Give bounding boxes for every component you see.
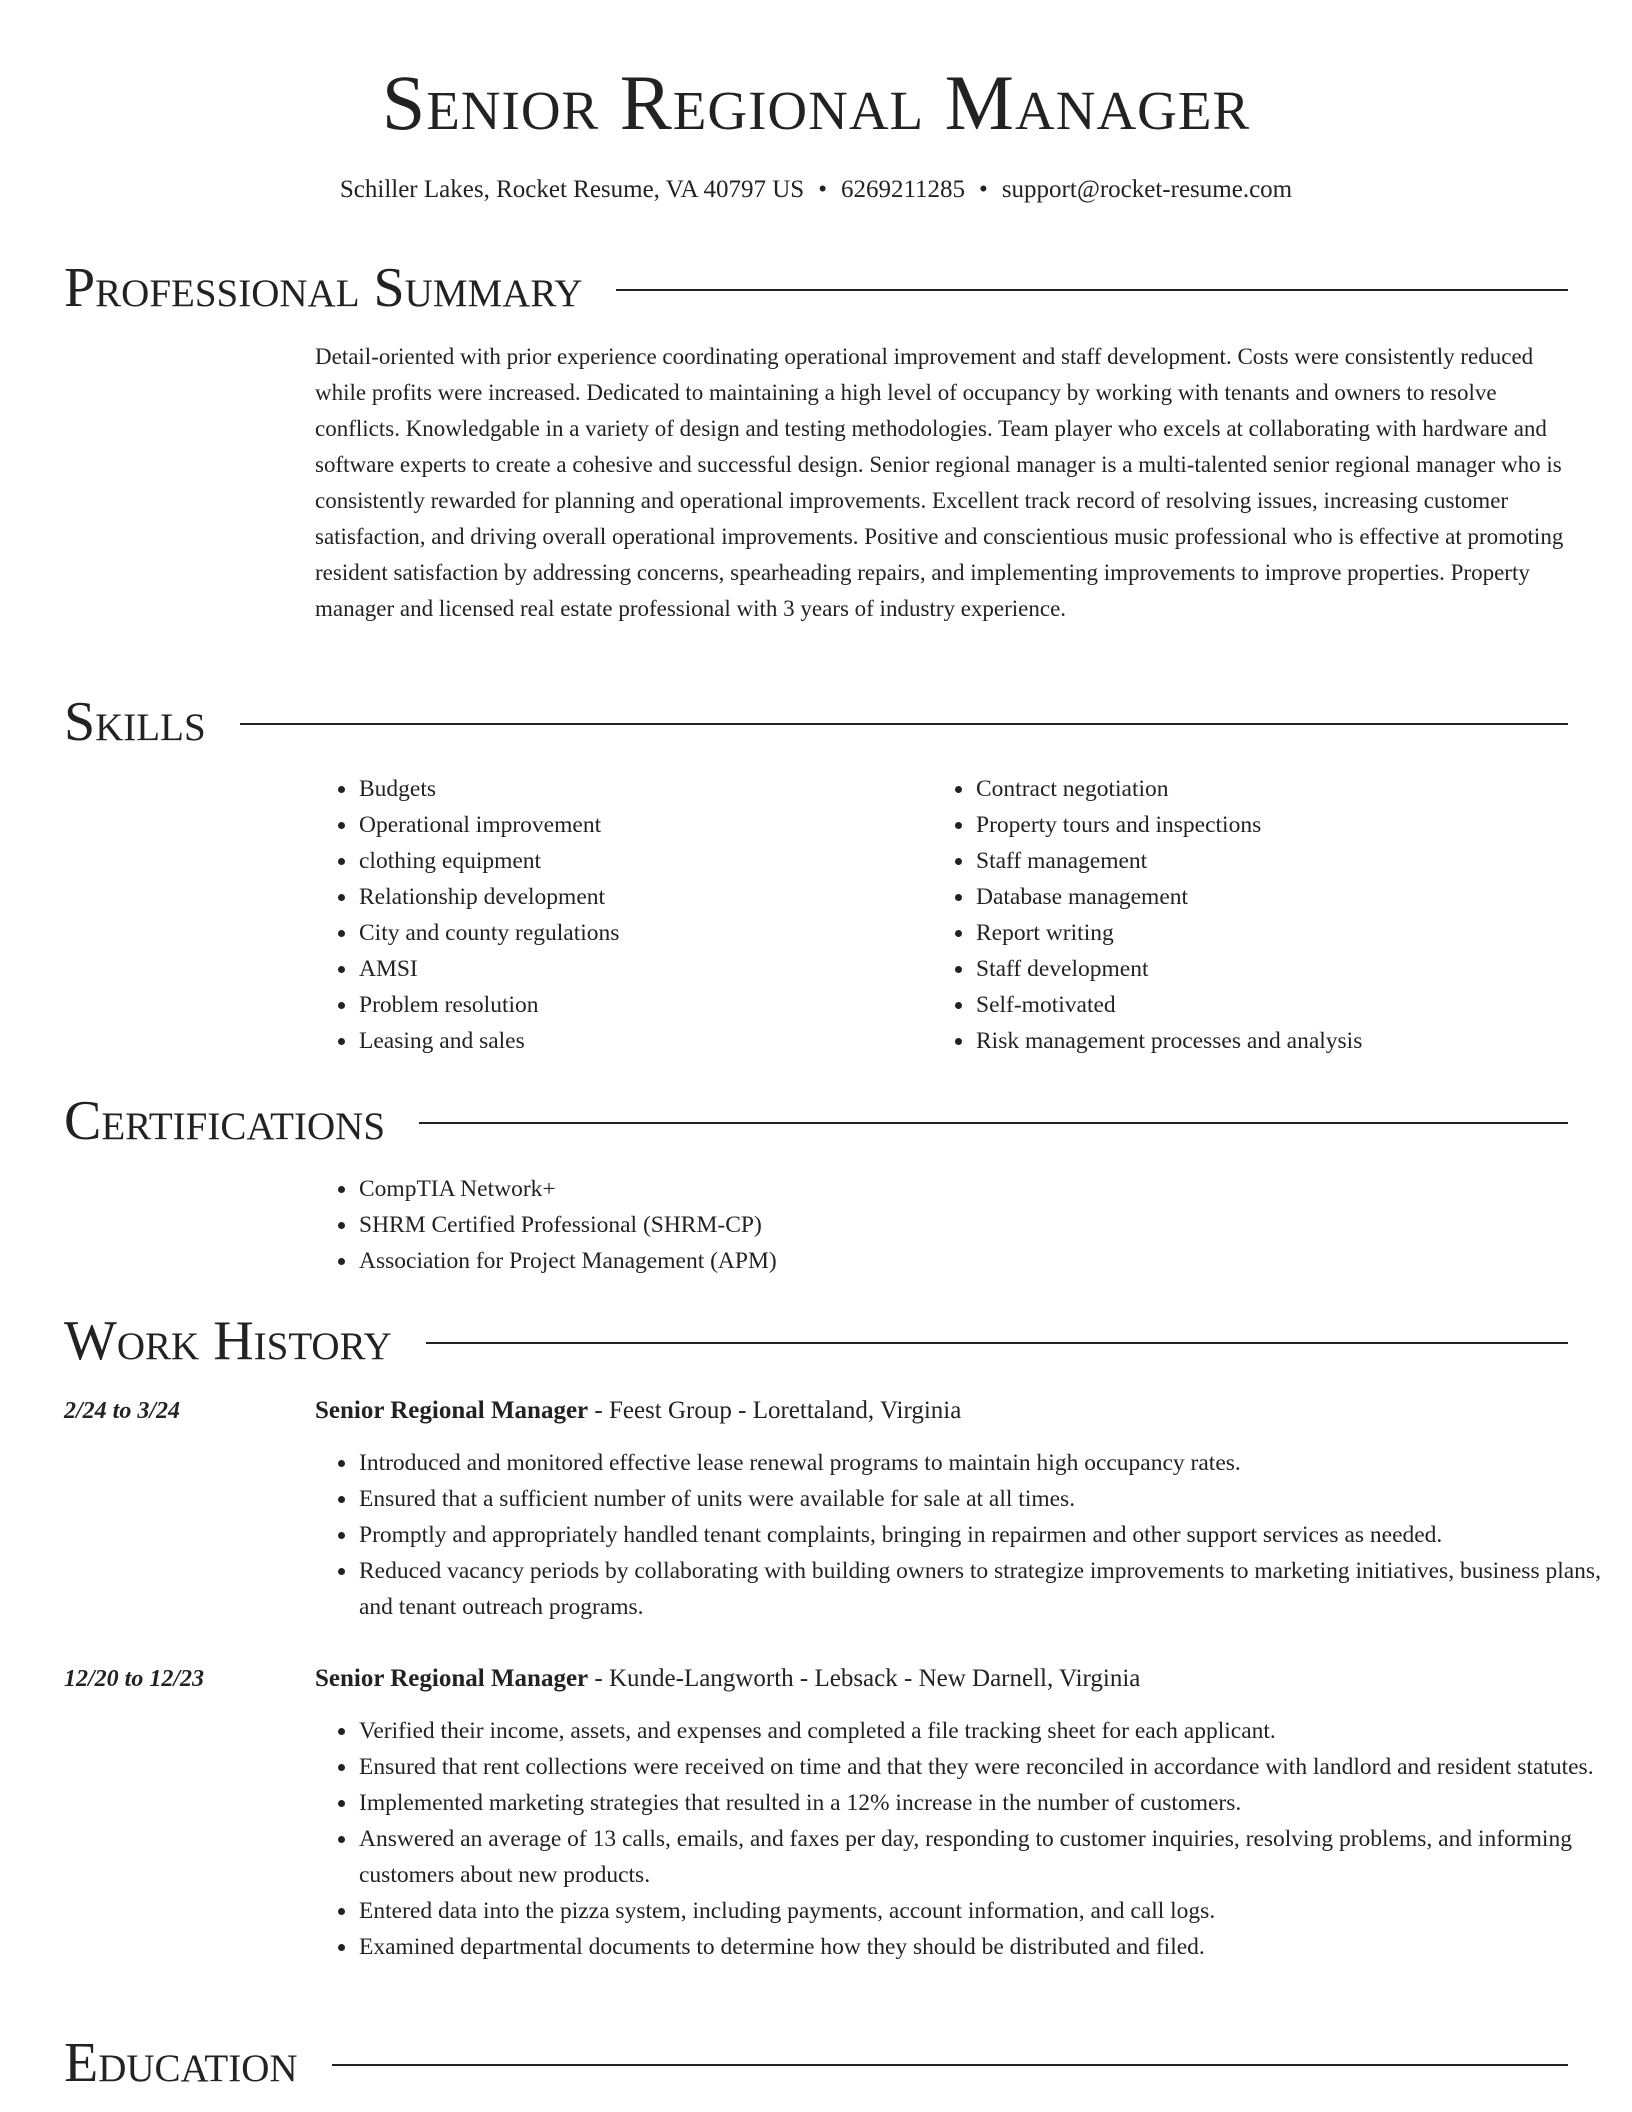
job-duty: • Promptly and appropriately handled tenant complaints, bringing in repairmen and other support services as needed. [358,1517,1613,1553]
summary-paragraph: Detail-oriented with prior experience coordinating operational improvement and staff development. Costs were consistently reduced while profits were increased. Dedicated to maintaining a high level of occupancy by working with tenants and owners to resolve conflicts. Knowledgable in a variety of design and testing methodologies. Team player who excels at collaborating with hardware and software experts to create a cohesive and successful design. Senior regional manager is a multi-talented senior regional manager who is consistently rewarded for planning and operational improvements. Excellent track record of resolving issues, increasing customer satisfaction, and driving overall operational improvements. Positive and conscientious music professional who is effective at promoting resident satisfaction by addressing concerns, spearheading repairs, and implementing improvements to improve properties. Property manager and licensed real estate professional with 3 years of industry experience. [315,344,1564,621]
contact-address: Schiller Lakes, Rocket Resume, VA 40797 US [339,176,805,203]
skill-item: • Leasing and sales [358,1023,918,1059]
job-duty: • Entered data into the pizza system, including payments, account information, and call logs. [358,1893,1613,1929]
section-title-summary: Professional Summary [64,257,583,319]
skill-item: • Contract negotiation [975,771,1615,807]
contact-phone: 6269211285 [840,176,966,203]
skill-item: • Risk management processes and analysis [975,1023,1615,1059]
skill-item: • Staff development [975,951,1615,987]
skill-item: • Relationship development [358,879,918,915]
certifications-list [315,1171,1613,1279]
section-title-work-history: Work History [64,1310,392,1372]
job-employer-location: - Kunde-Langworth - Lebsack - New Darnell, Virginia [588,1665,1141,1692]
job-duties-list [315,1713,1613,1965]
section-header-summary [64,253,1568,323]
job-duty: • Answered an average of 13 calls, emails, and faxes per day, responding to customer inquiries, resolving problems, and informing customers about new products. [358,1821,1613,1893]
section-divider [616,289,1568,291]
contact-email: support@rocket-resume.com [1001,176,1293,203]
skills-list-left [315,771,918,1059]
job-duty: • Verified their income, assets, and expenses and completed a file tracking sheet for each applicant. [358,1713,1613,1749]
skill-item: • AMSI [358,951,918,987]
skill-item: • Self-motivated [975,987,1615,1023]
section-divider [240,723,1568,725]
job-employer-location: - Feest Group - Lorettaland, Virginia [588,1397,962,1424]
job-title: Senior Regional Manager [315,1397,589,1424]
section-divider [426,1342,1568,1344]
section-header-education [64,2028,1568,2098]
job-title: Senior Regional Manager [315,1665,589,1692]
skill-item: • Operational improvement [358,807,918,843]
job-duty: • Introduced and monitored effective lease renewal programs to maintain high occupancy rates. [358,1445,1613,1481]
skill-item: • Property tours and inspections [975,807,1615,843]
contact-separator: • [979,176,988,203]
section-header-certifications [64,1086,1568,1156]
section-title-skills: Skills [64,691,206,753]
job-duties-list [315,1445,1613,1625]
skill-item: • Report writing [975,915,1615,951]
section-title-certifications: Certifications [64,1090,386,1152]
skill-item: • Budgets [358,771,918,807]
section-divider [419,1122,1568,1124]
job-duty: • Examined departmental documents to determine how they should be distributed and filed. [358,1929,1613,1965]
job-dates: 12/20 to 12/23 [64,1666,205,1692]
skills-list-right [932,771,1615,1059]
section-header-work-history [64,1306,1568,1376]
section-divider [332,2064,1568,2066]
job-heading [315,1393,961,1429]
job-duty: • Implemented marketing strategies that resulted in a 12% increase in the number of customers. [358,1785,1613,1821]
section-title-education: Education [64,2032,298,2094]
contact-separator: • [818,176,827,203]
resume-name: Senior Regional Manager [381,59,1251,146]
job-duty: • Ensured that rent collections were received on time and that they were reconciled in accordance with landlord and resident statutes. [358,1749,1613,1785]
certification-item: • CompTIA Network+ [358,1171,1613,1207]
job-duty: • Reduced vacancy periods by collaborating with building owners to strategize improvements to marketing initiatives, business plans, and tenant outreach programs. [358,1553,1613,1625]
certification-item: • SHRM Certified Professional (SHRM-CP) [358,1207,1613,1243]
skill-item: • City and county regulations [358,915,918,951]
certification-item: • Association for Project Management (APM) [358,1243,1613,1279]
section-header-skills [64,687,1568,757]
skill-item: • Staff management [975,843,1615,879]
job-heading [315,1661,1140,1697]
contact-line [0,174,1632,206]
skill-item: • clothing equipment [358,843,918,879]
skill-item: • Database management [975,879,1615,915]
job-duty: • Ensured that a sufficient number of units were available for sale at all times. [358,1481,1613,1517]
job-dates: 2/24 to 3/24 [64,1398,181,1424]
skill-item: • Problem resolution [358,987,918,1023]
